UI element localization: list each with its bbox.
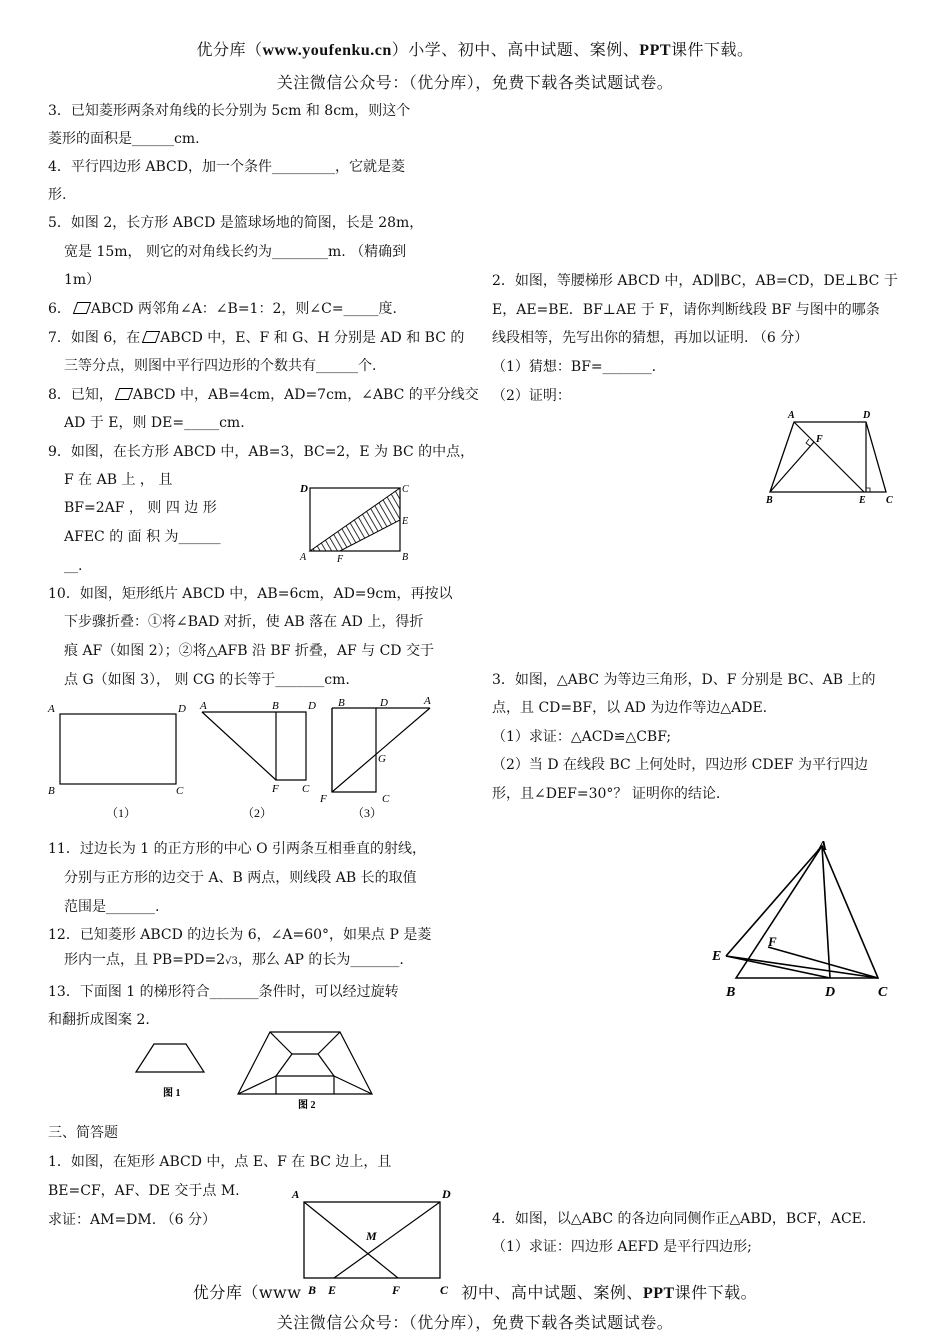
header-line-2: 关注微信公众号：（优分库），免费下载各类试题试卷。 [276,73,674,92]
q4-line-2: 形. [48,187,67,203]
label-d: D [300,483,308,495]
p2-trapezoid-figure [758,404,906,506]
p2-line-4: （1）猜想：BF=_______. [492,359,657,375]
label-b: B [726,985,736,1000]
p3-line-2: 点，且 CD=BF，以 AD 为边作等边△ADE. [492,700,768,716]
q9-rectangle-figure [296,480,416,566]
q10-folding-figures [44,696,464,824]
q8-text: ABCD 中，AB=4cm，AD=7cm，∠ABC 的平分线交 [132,387,479,403]
q8-line-2: AD 于 E，则 DE=_____cm. [64,415,245,431]
label-a: A [292,1189,300,1201]
p3-triangle-figure [706,834,902,1002]
footer [0,1272,950,1332]
p4-line-1: 4．如图，以△ABC 的各边向同侧作正△ABD，BCF，ACE. [492,1211,867,1227]
section-3-title: 三、简答题 [48,1125,118,1141]
label-d: D [442,1187,451,1201]
parallelogram-icon [142,331,160,343]
q13-line-1: 13．下面图 1 的梯形符合_______条件时，可以经过旋转 [48,984,399,1000]
q3-line-1: 3．已知菱形两条对角线的长分别为 5cm 和 8cm，则这个 [48,103,411,119]
q12-sqrt: √3 [225,956,238,967]
label-c: C [886,495,893,506]
fig2-label-b: B [272,700,279,712]
label-m: M [366,1229,377,1243]
s1-line-3: 求证：AM=DM. （6 分） [48,1212,216,1228]
label-d: D [825,985,836,1000]
label-d: D [863,410,871,421]
q11-line-3: 范围是_______. [64,899,160,915]
footer-text: 优分库（www [192,1283,302,1302]
s1-line-1: 1．如图，在矩形 ABCD 中，点 E、F 在 BC 边上，且 [48,1154,392,1170]
p4-line-2: （1）求证：四边形 AEFD 是平行四边形; [492,1239,752,1255]
fig3-label-f: F [320,793,327,805]
label-a: A [788,410,795,421]
q9-line-3: BF=2AF ， 则 四 边 形 [64,500,217,516]
p3-line-5: 形，且∠DEF=30°？ 证明你的结论. [492,786,721,802]
label-f: F [337,554,344,565]
q12-text: 形内一点，且 PB=PD=2 [64,952,226,968]
fig2-caption: （2） [242,806,273,820]
q11-line-1: 11．过边长为 1 的正方形的中心 O 引两条互相垂直的射线， [48,841,426,857]
p2-line-3: 线段相等，先写出你的猜想，再加以证明. （6 分） [492,330,809,346]
fig3-label-g: G [378,753,386,765]
label-f: F [392,1283,401,1297]
p2-line-5: （2）证明： [492,388,571,404]
q6-line [48,299,397,319]
fig-caption-2: 图 2 [298,1100,316,1111]
header-text: 优分库（ [196,40,263,59]
label-c: C [878,985,888,1000]
label-e: E [328,1283,337,1297]
fig1-caption: （1） [106,806,137,820]
s1-figure-bottom-labels [288,1280,460,1300]
fig1-label-a: A [48,703,55,715]
fig1-label-c: C [176,785,184,797]
s1-line-2: BE=CF，AF、DE 交于点 M. [48,1183,240,1199]
q7-text: ABCD 中，E、F 和 G、H 分别是 AD 和 BC 的 [160,330,465,346]
label-c: C [440,1283,449,1297]
fig3-label-c: C [382,793,390,805]
q7-line-2: 三等分点，则图中平行四边形的个数共有______个. [64,358,377,374]
fig3-label-d: D [380,697,388,709]
fig3-label-a: A [424,696,431,707]
p2-line-1: 2．如图，等腰梯形 ABCD 中，AD∥BC，AB=CD，DE⊥BC 于 [492,273,898,289]
label-b: B [766,495,773,506]
q11-line-2: 分别与正方形的边交于 A、B 两点，则线段 AB 长的取值 [64,870,417,886]
footer-text: 初中、高中试题、案例、 [461,1283,643,1302]
q10-line-1: 10．如图，矩形纸片 ABCD 中，AB=6cm，AD=9cm，再按以 [48,586,453,602]
p3-line-4: （2）当 D 在线段 BC 上何处时，四边形 CDEF 为平行四边 [492,757,868,773]
label-f: F [768,934,777,949]
header-text: 课件下载。 [671,40,754,59]
q9-line-2: F 在 AB 上 ， 且 [64,472,173,488]
fig2-label-a: A [200,700,207,712]
q7-text: 7．如图 6，在 [48,330,141,346]
q13-trapezoid-figures [130,1028,380,1114]
header-url: www.youfenku.cn [262,42,392,59]
q3-line-2: 菱形的面积是______cm. [48,131,200,147]
footer-line-2: 关注微信公众号：（优分库），免费下载各类试题试卷。 [276,1313,674,1332]
label-b: B [308,1283,317,1297]
header-text: ）小学、初中、高中试题、案例、 [391,40,640,59]
fig1-label-b: B [48,785,55,797]
label-b: B [402,552,409,563]
label-a: A [300,552,307,563]
q12-text: ，那么 AP 的长为_______. [237,952,404,968]
q7-line-1 [48,328,464,348]
label-e: E [402,516,409,527]
q6-number: 6． [48,301,71,317]
q12-line-2 [64,950,404,972]
parallelogram-icon [73,302,91,314]
p3-line-1: 3．如图，△ABC 为等边三角形，D、F 分别是 BC、AB 上的 [492,672,876,688]
fig2-label-c: C [302,783,310,795]
q8-line-1 [48,385,479,405]
q4-line-1: 4．平行四边形 ABCD，加一个条件_________，它就是菱 [48,159,405,175]
fig-caption-1: 图 1 [163,1088,181,1099]
label-e: E [712,949,722,964]
q13-line-2: 和翻折成图案 2. [48,1012,150,1028]
q5-line-3: 1m） [64,272,101,288]
fig1-label-d: D [178,703,186,715]
fig2-label-f: F [272,783,279,795]
q10-line-3: 痕 AF（如图 2）；②将△AFB 沿 BF 折叠，AF 与 CD 交于 [64,643,434,659]
q10-line-2: 下步骤折叠：①将∠BAD 对折，使 AB 落在 AD 上，得折 [64,614,424,630]
p2-line-2: E，AE=BE．BF⊥AE 于 F，请你判断线段 BF 与图中的哪条 [492,302,880,318]
q8-text: 8．已知， [48,387,113,403]
q9-line-1: 9．如图，在长方形 ABCD 中，AB=3，BC=2，E 为 BC 的中点， [48,444,475,460]
q5-line-1: 5．如图 2，长方形 ABCD 是篮球场地的简图，长是 28m， [48,215,424,231]
label-c: C [402,484,409,495]
q10-line-4: 点 G（如图 3）， 则 CG 的长等于_______cm. [64,672,350,688]
q9-line-5: __. [64,558,83,574]
q9-line-4: AFEC 的 面 积 为______ [64,529,221,545]
q6-text: ABCD 两邻角∠A：∠B=1：2，则∠C=_____度. [90,301,397,317]
q12-line-1: 12．已知菱形 ABCD 的边长为 6，∠A=60°，如果点 P 是菱 [48,927,432,943]
fig2-label-d: D [308,700,316,712]
header-line-1 [0,37,950,60]
label-f: F [816,434,823,445]
header-ppt: PPT [639,42,672,59]
label-a: A [818,839,828,854]
footer-line-1 [0,1280,950,1303]
fig3-label-b: B [338,697,345,709]
p3-line-3: （1）求证：△ACD≌△CBF; [492,729,672,745]
parallelogram-icon [115,388,133,400]
footer-ppt: PPT [642,1285,675,1302]
q5-line-2: 宽是 15m， 则它的对角线长约为________m. （精确到 [64,244,407,260]
footer-text: 课件下载。 [674,1283,758,1302]
fig3-caption: （3） [352,806,383,820]
label-e: E [859,495,866,506]
